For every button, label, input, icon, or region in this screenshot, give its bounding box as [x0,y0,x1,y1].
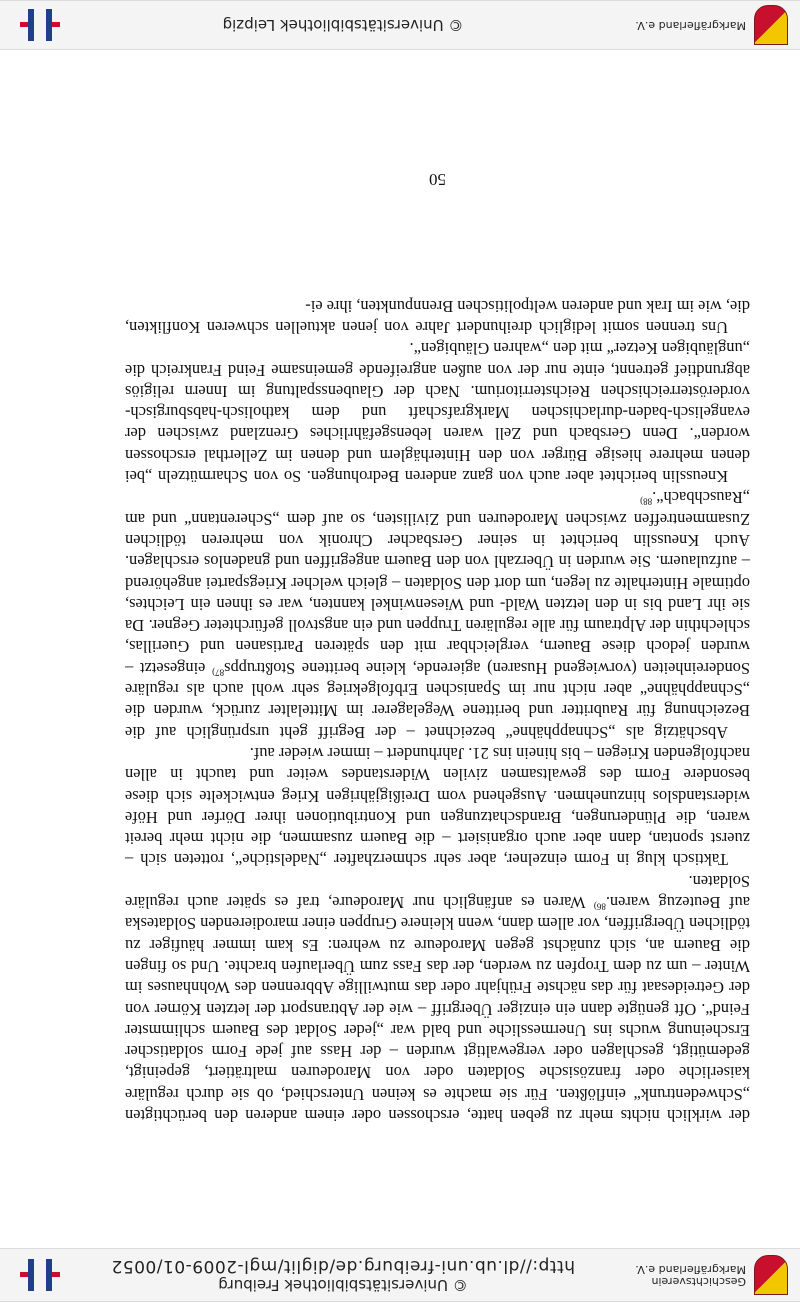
header-bar [0,1248,800,1302]
footnote-ref: 86) [593,901,606,912]
footnote-ref: 88) [640,496,653,507]
footer-center [60,16,626,34]
copyright-text: © Universitätsbibliothek Freiburg [218,1276,468,1294]
footer-society: Markgräflerland e.V. [635,19,746,32]
library-logo-icon [20,1255,60,1295]
paragraph-1: der wirklich nichts mehr zu geben hatte, erschossen oder einem anderen den berüchtigten „Schwedentrunk“ einflößten. Für sie machte es keinen Unterschied, ob sie durch reguläre kaiserliche oder französische Soldaten oder von Marodeuren malträtiert, gepeinigt, gedemütigt, geschlagen oder vergewaltigt wurden – der Hass auf jede Form soldatischer Erscheinung wuchs ins Unermessliche und bald war „jeder Soldat des Bauern schlimmster Feind“. Oft genügte dann ein einziger Übergriff – wie der Abtransport der letzten Körner von der Getreidesaat für das nächste Frühjahr oder das mutwillige Abbrennen des Wohnhauses im Winter – um zu dem Tropfen zu werden, der das Fass zum Überlaufen brachte. Und so fingen die Bauern an, sich zunächst gegen Marodeure zu wehren: Es kam immer häufiger zu tödlichen Übergriffen, vor allem dann, wenn kleinere Gruppen einer marodierenden Soldateska auf Beutezug waren.$^{86)}$ Waren es anfänglich nur Marodeure, traf es später auch reguläre Soldaten. [125,871,750,1125]
header-center [60,1256,626,1294]
paragraph-4: Kneusslin berichtet aber auch von ganz anderen Bedrohungen. So von Scharmützeln „bei denen mehrere hiesige Bürger von den Hinterhäglern und denen im Zellerthal erschossen worden“. Denn Gersbach und Zell waren lebensgefährliches Grenzland zwischen der evangelisch-baden-durlachischen Markgrafschaft und dem katholisch-habsburgisch-vorderösterreichischen Reichsterritorium. Nach der Glaubensspaltung im Innern religiös abgrundtief getrennt, einte nur der von außen angreifende gemeinsame Feind Frankreich die „ungläubigen Ketzer“ mit den „wahren Gläubigen“. [125,339,750,487]
paragraph-5: Uns trennen somit lediglich dreihundert Jahre von jenen aktuellen schweren Konflikten, die, wie im Irak und anderen weltpolitischen Brennpunkten, ihre ei- [125,296,750,338]
page-number: 50 [429,170,446,189]
paragraph-2: Taktisch klug in Form einzelner, aber sehr schmerzhafter „Nadelstiche“, rotteten sich – zuerst spontan, dann aber auch organisiert – die Bauern zusammen, die nicht mehr bereit waren, die Plünderungen, Brandschatzungen und Kontributionen ihrer Dörfer und Höfe widerstandslos hinzunehmen. Ausgehend vom Dreißigjährigen Krieg entwickelte sich diese besondere Form des gewaltsamen zivilen Widerstandes weiter und taucht in allen nachfolgenden Kriegen – bis hinein ins 21. Jahrhundert – immer wieder auf. [125,743,750,870]
library-logo-icon [20,5,60,45]
paragraph-3: Abschätzig als „Schnapphähne“ bezeichnet – der Begriff geht ursprünglich auf die Bezeichnung für Raubritter und berittene Wegelagerer im Mittelalter zurück, wurden die „Schnapphähne“ aber nicht nur im Spanischen Erbfolgekrieg sehr wohl auch als reguläre Sondereinheiten (vorwiegend Husaren) agierende, kleine berittene Stoßtrupps$^{87)}$ eingesetzt – wurden jedoch diese Bauern, vergleichbar mit den späteren Partisanen und Guerillas, schlechthin der Alptraum für alle regulären Truppen und ein angstvoll gefürchteter Gegner. Da sie ihr Land bis in den letzten Wald- und Wiesenwinkel kannten, war es ihnen ein Leichtes, optimale Hinterhalte zu legen, um dort den Soldaten – gleich welcher Kriegspartei angehörend – aufzulauern. Sie wurden in Überzahl von den Bauern angegriffen und gnadenlos erschlagen. Auch Kneusslin berichtet in seiner Gersbacher Chronik von mehreren tödlichen Zusammentreffen zwischen Marodeuren und Zivilisten, so auf dem „Scherentann“ und am „Rauschbach“.$^{88)}$ [125,488,750,742]
footer-copyright: © Universitätsbibliothek Leipzig [222,16,464,34]
document-url[interactable]: http://dl.ub.uni-freiburg.de/diglit/mgl-2009-01/0052 [111,1256,575,1276]
society-line-1: Geschichtsverein [651,1275,746,1288]
text-column [125,295,750,1126]
crest-icon [754,5,788,45]
footnote-ref: 87) [212,667,225,678]
crest-icon [754,1255,788,1295]
society-name [626,1263,746,1287]
footer-bar [0,0,800,50]
society-line-2: Markgräflerland e.V. [635,1263,746,1276]
